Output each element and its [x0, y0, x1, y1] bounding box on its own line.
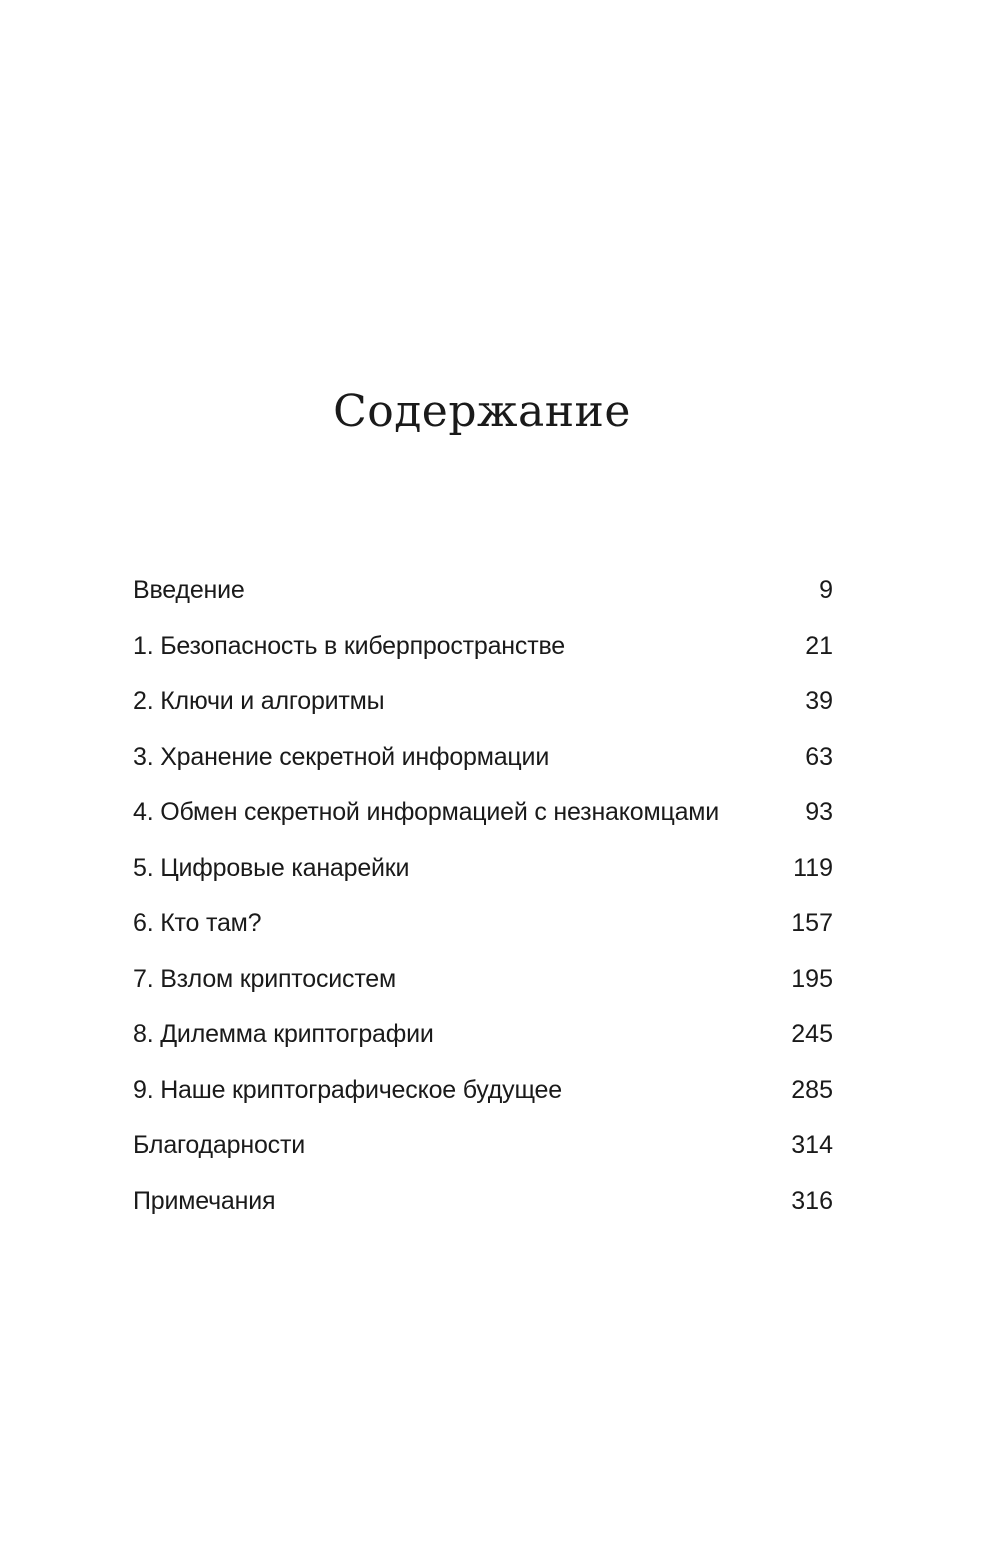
toc-entry-label: 3. Хранение секретной информации	[133, 742, 550, 771]
toc-entry-label: 9. Наше криптографическое будущее	[133, 1075, 562, 1104]
toc-entry-chapter-8	[133, 1012, 833, 1068]
toc-entry-page: 119	[793, 853, 833, 882]
toc-entry-label: 5. Цифровые канарейки	[133, 853, 410, 882]
toc-entry-label: 4. Обмен секретной информацией с незнакомцами	[133, 798, 720, 826]
toc-entry-chapter-9	[133, 1068, 833, 1124]
toc-entry-label: Примечания	[133, 1186, 276, 1215]
toc-entry-label: Благодарности	[133, 1131, 305, 1159]
toc-entry-page: 195	[791, 964, 833, 993]
toc-entry-label: 1. Безопасность в киберпространстве	[133, 631, 565, 660]
toc-entry-label: 2. Ключи и алгоритмы	[133, 687, 385, 715]
toc-entry-page: 285	[791, 1075, 833, 1104]
toc-entry-chapter-5	[133, 846, 833, 902]
toc-entry-chapter-1	[133, 624, 833, 680]
page-title: Содержание	[333, 386, 631, 437]
toc-entry-page: 39	[805, 687, 833, 715]
toc-entry-notes	[133, 1179, 833, 1235]
toc-entry-page: 157	[791, 909, 833, 937]
toc-entry-page: 245	[791, 1020, 833, 1048]
toc-entry-page: 316	[791, 1186, 833, 1215]
toc-entry-chapter-6	[133, 901, 833, 957]
toc-entry-acknowledgements	[133, 1123, 833, 1179]
toc-entry-page: 93	[805, 798, 833, 826]
toc-entry-chapter-2	[133, 679, 833, 735]
toc-entry-page: 21	[805, 631, 833, 660]
toc-entry-label: Введение	[133, 576, 245, 604]
toc-entry-page: 314	[791, 1131, 833, 1159]
toc-entry-chapter-4	[133, 790, 833, 846]
toc-entry-label: 6. Кто там?	[133, 909, 262, 937]
table-of-contents	[133, 568, 833, 1234]
toc-entry-chapter-3	[133, 735, 833, 791]
toc-entry-chapter-7	[133, 957, 833, 1013]
toc-entry-page: 9	[819, 576, 833, 604]
toc-entry-introduction	[133, 568, 833, 624]
toc-entry-label: 8. Дилемма криптографии	[133, 1020, 434, 1048]
toc-entry-page: 63	[805, 742, 833, 771]
toc-entry-label: 7. Взлом криптосистем	[133, 964, 396, 993]
